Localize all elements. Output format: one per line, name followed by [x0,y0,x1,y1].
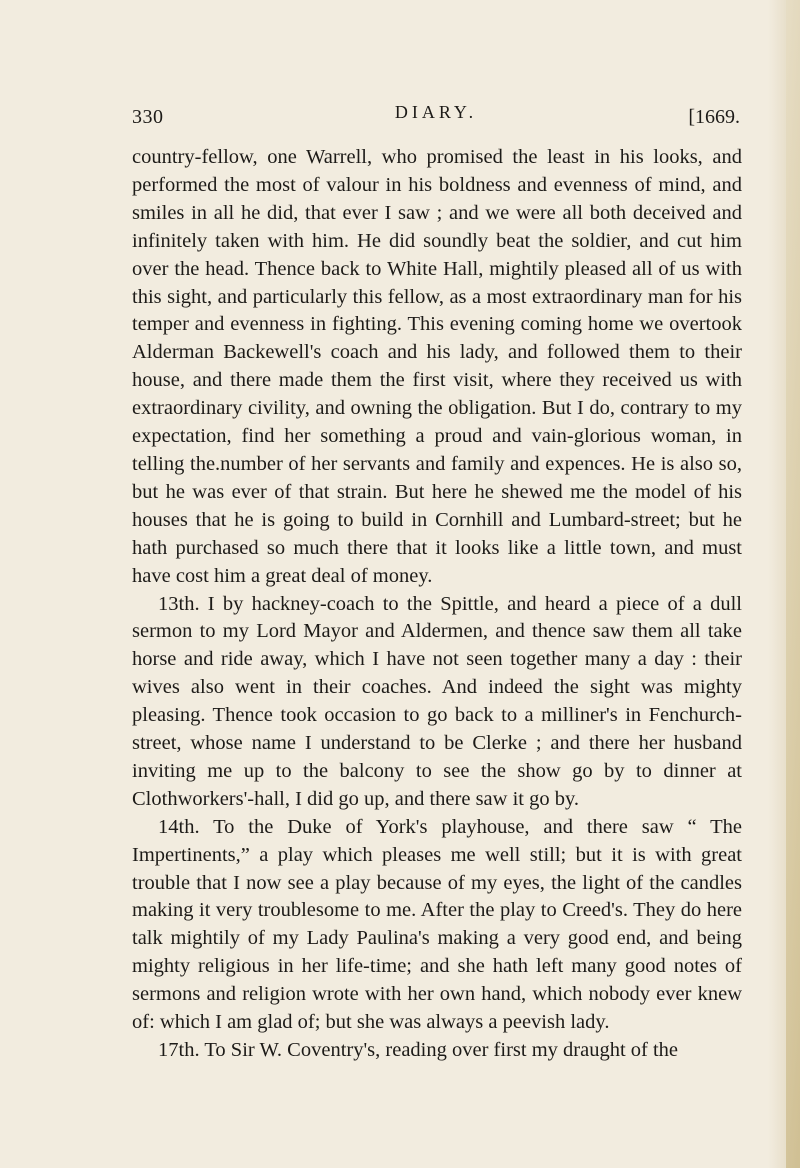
paragraph-13th: 13th. I by hackney-coach to the Spittle, and heard a piece of a dull sermon to my Lord Mayor and Aldermen, and thence saw them all take horse and ride away, which I have not seen together many a day : their wives also went in their coaches. And indeed the sight was mighty pleasing. Thence took occasion to go back to a milliner's in Fenchurch-street, whose name I understand to be Clerke ; and there her husband inviting me up to the balcony to see the show go by to dinner at Clothworkers'-hall, I did go up, and there saw it go by. [132,592,742,810]
running-head [132,102,740,136]
paragraph-continuation: country-fellow, one Warrell, who promised the least in his looks, and performed the most of valour in his boldness and evenness of mind, and smiles in all he did, that ever I saw ; and we were all both deceived and infinitely taken with him. He did soundly beat the soldier, and cut him over the head. Thence back to White Hall, mightily pleased all of us with this sight, and particularly this fellow, as a most extraordinary man for his temper and evenness in fighting. This evening coming home we overtook Alderman Backewell's coach and his lady, and followed them to their house, and there made them the first visit, where they received us with extraordinary civility, and owning the obligation. But I do, contrary to my expectation, find her something a proud and vain-glorious woman, in telling the.number of her servants and family and expences. He is also so, but he was ever of that strain. But here he shewed me the model of his houses that he is going to build in Cornhill and Lumbard-street; but he hath purchased so much there that it looks like a little town, and must have cost him a great deal of money. [132,146,742,587]
paragraph-17th: 17th. To Sir W. Coventry's, reading over first my draught of the [158,1039,679,1061]
paragraph-14th: 14th. To the Duke of York's playhouse, and there saw “ The Impertinents,” a play which pleases me well still; but it is with great trouble that I now see a play because of my eyes, the light of the candles making it very troublesome to me. After the play to Creed's. They do here talk mightily of my Lady Paulina's making a very good end, and being mighty religious in her life-time; and she hath left many good notes of sermons and religion wrote with her own hand, which nobody ever knew of: which I am glad of; but she was always a peevish lady. [132,815,742,1034]
page-edge-stain [786,0,800,1168]
diary-text [132,144,742,1065]
page-number: 330 [132,106,164,128]
running-title: DIARY. [394,102,478,122]
running-year: [1669. [688,106,740,128]
